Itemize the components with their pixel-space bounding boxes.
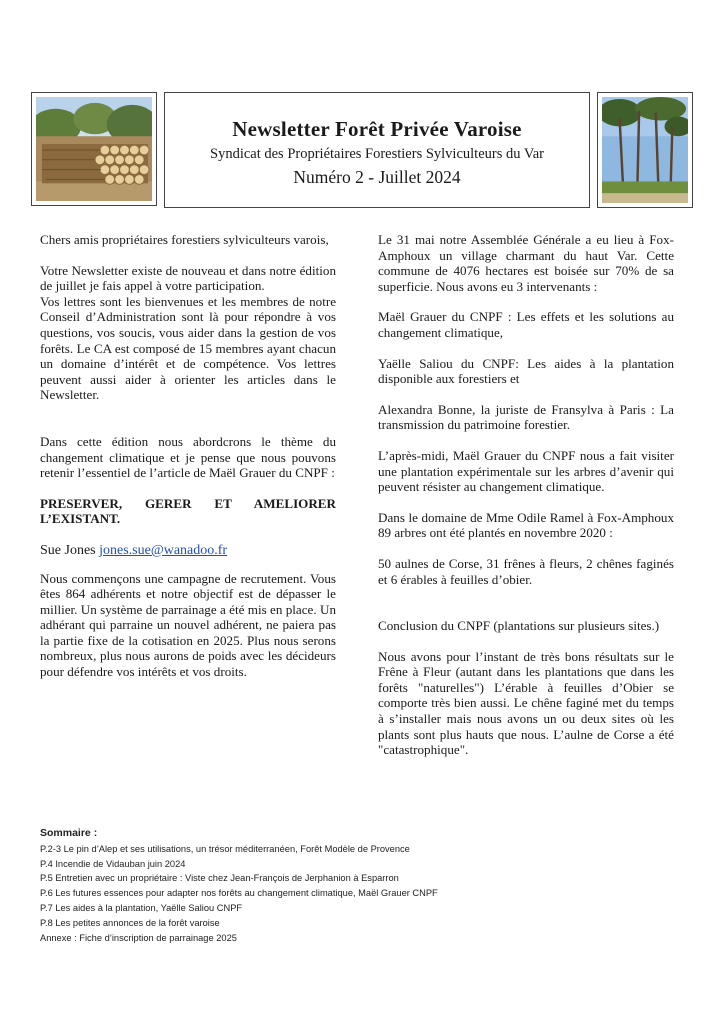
summary-item: Annexe : Fiche d’inscription de parrainage 2025 [40,932,237,943]
summary-item: P.5 Entretien avec un propriétaire : Viste chez Jean-François de Jerphanion à Esparron [40,873,399,884]
pine-forest-photo [597,92,693,208]
signature [40,543,336,559]
species-paragraph: 50 aulnes de Corse, 31 frênes à fleurs, 2 chênes faginés et 6 érables à feuilles d’obier. [378,555,674,587]
newsletter-header [164,92,590,208]
summary-item: P.4 Incendie de Vidauban juin 2024 [40,858,186,869]
summary-item: P.7 Les aides à la plantation, Yaëlle Saliou CNPF [40,902,243,913]
log-pile-photo [31,92,157,206]
assembly-paragraph: Le 31 mai notre Assemblée Générale a eu lieu à Fox-Amphoux un village charmant du haut Var. Cette commune de 4076 hectares est boisée sur 70% de sa superficie. Nous avons eu 3 intervenants : [378,232,674,294]
conclusion-heading: Conclusion du CNPF (plantations sur plusieurs sites.) [378,618,660,634]
summary-item: P.6 Les futures essences pour adapter nos forêts au changement climatique, Maël Grauer CNPF [40,888,438,899]
summary-title: Sommaire : [40,827,98,839]
signature-name: Sue Jones [40,542,96,558]
summary-item: P.2-3 Le pin d’Alep et ses utilisations, un trésor méditerranéen, Forêt Modèle de Provence [40,843,410,854]
section-heading: PRESERVER, GERER ET AMELIORER L’EXISTANT. [40,495,336,527]
results-paragraph: Nous avons pour l’instant de très bons résultats sur le Frêne à Fleur (autant dans les plantations que dans les forêts "naturelles") L’érable à feuilles d’Obier se comporte très bien aussi. Le chêne faginé met du temps à s’installer mais nous avons un ou deux sites où les plants sont plus hauts que nous. L’aulne de Corse a été "catastrophique". [378,648,674,758]
speaker-1: Maël Grauer du CNPF : Les effets et les solutions au changement climatique, [378,309,674,340]
letters-paragraph: Vos lettres sont les bienvenues et les membres de notre Conseil d’Administration sont là pour répondre à vos questions, vos soucis, vous aider dans la gestion de vos forêts. Le CA est composé de 15 membres ayant chacun un domaine d’intérêt et de compétence. Vos lettres peuvent aussi aider à orienter les articles dans le Newsletter. [40,293,336,403]
plantation-paragraph: Dans le domaine de Mme Odile Ramel à Fox-Amphoux 89 arbres ont été plantés en novembre 2020 : [378,509,674,541]
left-column [40,232,336,680]
intro-paragraph: Votre Newsletter existe de nouveau et dans notre édition de juillet je fais appel à votre participation. [40,262,336,294]
edition-theme-paragraph: Dans cette édition nous abordcrons le thème du changement climatique et je pense que nous pouvons retenir l’essentiel de l’article de Maël Grauer du CNPF : [40,433,336,481]
visit-paragraph: L’après-midi, Maël Grauer du CNPF nous a fait visiter une plantation expérimentale sur les arbres d’avenir qui peuvent résister au changement climatique. [378,447,674,495]
summary-item: P.8 Les petites annonces de la forêt varoise [40,917,220,928]
signature-email-link[interactable]: jones.sue@wanadoo.fr [99,542,228,558]
newsletter-issue: Numéro 2 - Juillet 2024 [293,167,461,187]
speaker-3: Alexandra Bonne, la juriste de Fransylva à Paris : La transmission du patrimoine forestier. [378,401,674,433]
newsletter-subtitle: Syndicat des Propriétaires Forestiers Sylviculteurs du Var [210,146,544,162]
table-of-contents [40,826,680,945]
speaker-2: Yaëlle Saliou du CNPF: Les aides à la plantation disponible aux forestiers et [378,355,674,387]
recruitment-paragraph: Nous commençons une campagne de recrutement. Vous êtes 864 adhérents et notre objectif est de dépasser le millier. Un système de parrainage a été mis en place. Un adhérant qui parraine un nouvel adhérent, ne paiera pas la partie fixe de la cotisation en 2025. Plus nous serons nombreux, plus nous aurons de poids avec les décideurs pour défendre vos intérêts et vos droits. [40,570,336,680]
greeting: Chers amis propriétaires forestiers sylviculteurs varois, [40,232,329,247]
newsletter-title: Newsletter Forêt Privée Varoise [232,117,522,141]
right-column [378,232,674,758]
